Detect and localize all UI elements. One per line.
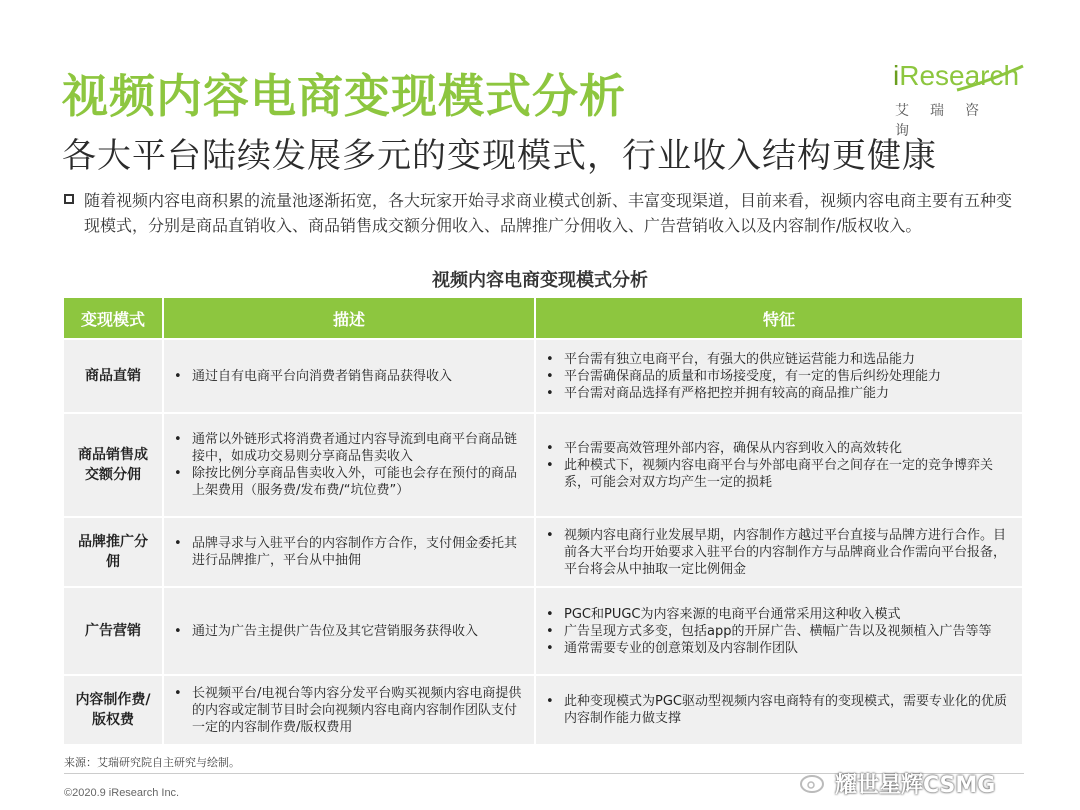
row-features — [536, 518, 1024, 586]
row-features — [536, 340, 1024, 412]
page-subtitle: 各大平台陆续发展多元的变现模式，行业收入结构更健康 — [62, 136, 937, 176]
row-features — [536, 676, 1024, 744]
copyright: ©2020.9 iResearch Inc. — [64, 787, 180, 799]
header-mode: 变现模式 — [64, 298, 164, 338]
header-desc: 描述 — [164, 298, 536, 338]
feature-item: • 此种模式下，视频内容电商平台与外部电商平台之间存在一定的竞争博弈关系，可能会对双方均产生一定的损耗 — [536, 457, 1012, 491]
feature-item: • 平台需有独立电商平台，有强大的供应链运营能力和选品能力 — [536, 351, 1012, 368]
description-item: • 通过为广告主提供广告位及其它营销服务获得收入 — [164, 623, 524, 640]
row-description — [164, 414, 536, 516]
feature-item: • PGC和PUGC为内容来源的电商平台通常采用这种收入模式 — [536, 606, 1012, 623]
row-mode-name: 广告营销 — [64, 588, 164, 674]
monetization-table — [64, 298, 1024, 744]
logo-swoosh-icon — [953, 64, 1025, 92]
row-description — [164, 588, 536, 674]
feature-item: • 视频内容电商行业发展早期，内容制作方越过平台直接与品牌方进行合作。目前各大平台均开始要求入驻平台的内容制作方与品牌商业合作需向平台报备，平台将会从中抽取一定比例佣金 — [536, 527, 1012, 578]
table-header — [64, 298, 1024, 338]
row-mode-name: 商品直销 — [64, 340, 164, 412]
description-item: • 长视频平台/电视台等内容分发平台购买视频内容电商提供的内容或定制节目时会向视频内容电商内容制作团队支付一定的内容制作费/版权费用 — [164, 685, 524, 736]
iresearch-logo — [893, 58, 1028, 139]
table-row — [64, 338, 1024, 412]
weibo-icon — [800, 770, 828, 794]
description-item: • 通过自有电商平台向消费者销售商品获得收入 — [164, 368, 524, 385]
table-title: 视频内容电商变现模式分析 — [432, 270, 648, 291]
feature-item: • 平台需对商品选择有严格把控并拥有较高的商品推广能力 — [536, 385, 1012, 402]
source-note: 来源：艾瑞研究院自主研究与绘制。 — [64, 756, 240, 769]
table-row — [64, 516, 1024, 586]
intro-paragraph — [64, 188, 1024, 238]
description-item: • 除按比例分享商品售卖收入外，可能也会存在预付的商品上架费用（服务费/发布费/“坑位费”） — [164, 465, 524, 499]
description-item: • 品牌寻求与入驻平台的内容制作方合作，支付佣金委托其进行品牌推广，平台从中抽佣 — [164, 535, 524, 569]
row-features — [536, 588, 1024, 674]
intro-text: 随着视频内容电商积累的流量池逐渐拓宽，各大玩家开始寻求商业模式创新、丰富变现渠道，目前来看，视频内容电商主要有五种变现模式，分别是商品直销收入、商品销售成交额分佣收入、品牌推广分佣收入、广告营销收入以及内容制作/版权收入。 — [84, 191, 1013, 235]
row-mode-name: 商品销售成交额分佣 — [64, 414, 164, 516]
table-body — [64, 338, 1024, 744]
row-mode-name: 内容制作费/版权费 — [64, 676, 164, 744]
feature-item: • 平台需要高效管理外部内容，确保从内容到收入的高效转化 — [536, 440, 1012, 457]
table-row — [64, 674, 1024, 744]
row-description — [164, 340, 536, 412]
header-features: 特征 — [536, 298, 1024, 338]
table-row — [64, 412, 1024, 516]
feature-item: • 此种变现模式为PGC驱动型视频内容电商特有的变现模式，需要专业化的优质内容制作能力做支撑 — [536, 693, 1012, 727]
feature-item: • 通常需要专业的创意策划及内容制作团队 — [536, 640, 1012, 657]
square-bullet-icon — [64, 194, 74, 204]
watermark: 耀世星辉CSMG — [835, 773, 996, 798]
feature-item: • 广告呈现方式多变，包括app的开屏广告、横幅广告以及视频植入广告等等 — [536, 623, 1012, 640]
logo-cn-text: 艾瑞咨询 — [895, 103, 1000, 139]
row-description — [164, 676, 536, 744]
logo-wordmark: iResearch — [893, 60, 1020, 91]
page-title: 视频内容电商变现模式分析 — [62, 69, 626, 123]
row-description — [164, 518, 536, 586]
table-row — [64, 586, 1024, 674]
description-item: • 通常以外链形式将消费者通过内容导流到电商平台商品链接中，如成功交易则分享商品售卖收入 — [164, 431, 524, 465]
row-mode-name: 品牌推广分佣 — [64, 518, 164, 586]
feature-item: • 平台需确保商品的质量和市场接受度，有一定的售后纠纷处理能力 — [536, 368, 1012, 385]
row-features — [536, 414, 1024, 516]
